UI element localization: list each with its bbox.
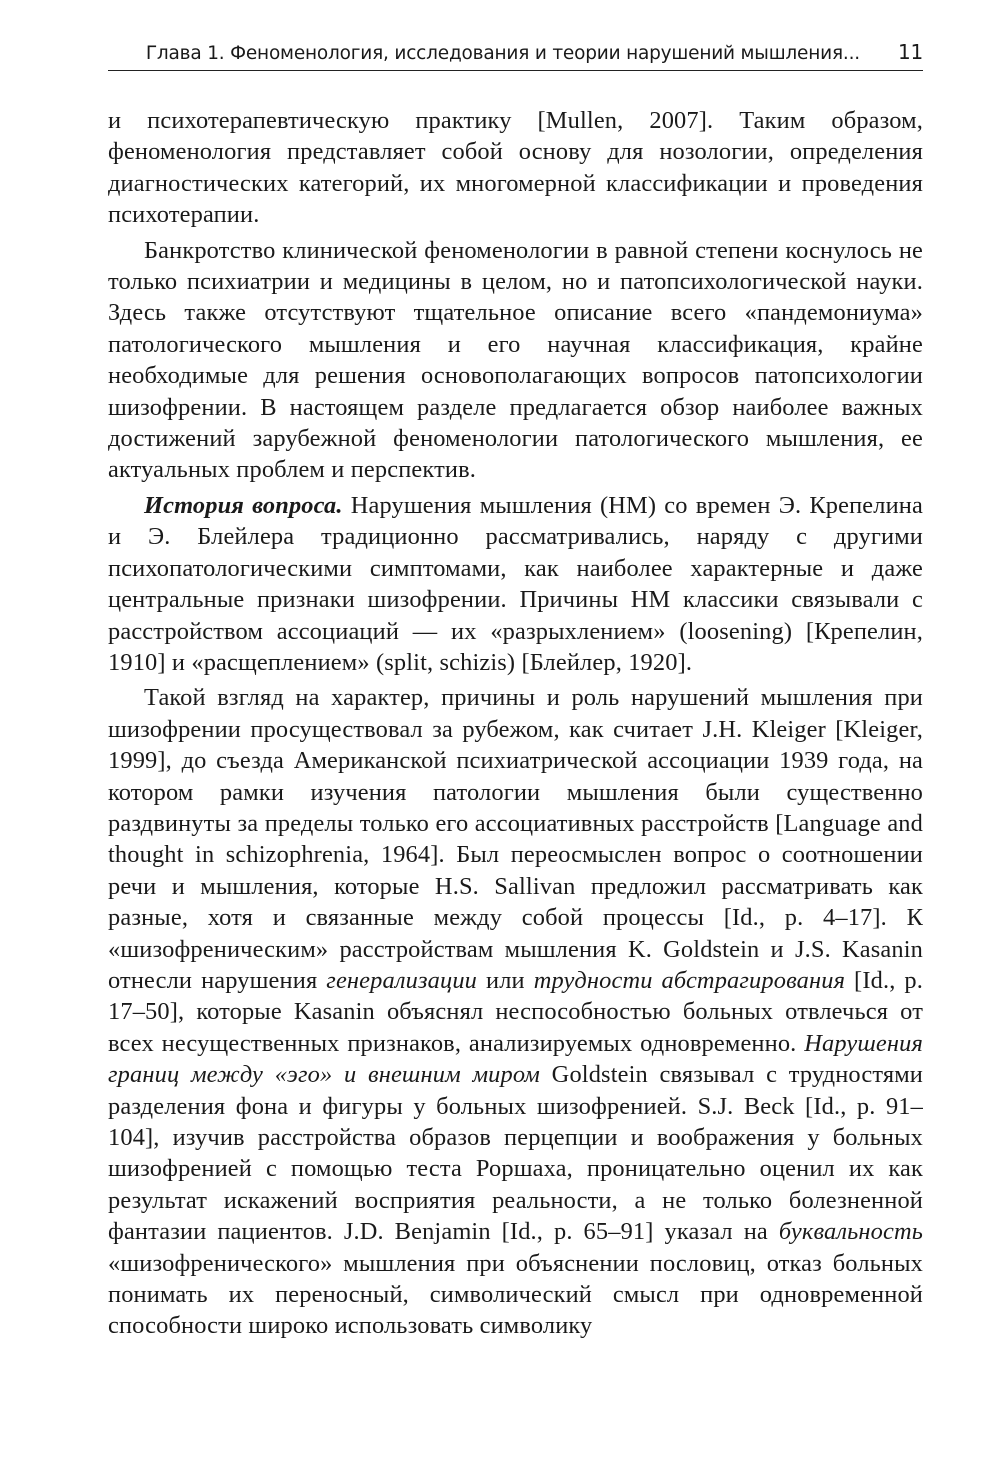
paragraph-1: и психотерапевтическую практику [Mullen, 2007]. Таким образом, феноменология представляет собой основу для нозологии, определения диагностических категорий, их многомерной классификации и проведения психотерапии. [108, 107, 923, 229]
paragraph-3-text: Нарушения мышления (НМ) со времен Э. Крепелина и Э. Блейлера традиционно рассматривались, наряду с другими психопатологическими симптомами, как наиболее характерные и даже центральные признаки шизофрении. Причины НМ классики связывали с расстройством ассоциаций — их «разрыхлением» (loosening) [Крепелин, 1910] и «расщеплением» (split, schizis) [Блейлер, 1920]. [108, 491, 923, 676]
paragraph-4 [108, 682, 923, 1342]
emphasis-abstraction: трудности абстрагирования [533, 966, 846, 994]
running-header [108, 40, 923, 71]
emphasis-ego-boundaries: Нарушения границ между «эго» и внешним миром [108, 1029, 923, 1089]
page-number: 11 [897, 40, 923, 64]
running-title: Глава 1. Феноменология, исследования и теории нарушений мышления... [145, 43, 860, 64]
paragraph-2: Банкротство клинической феноменологии в равной степени коснулось не только психиатрии и медицины в целом, но и патопсихологической науки. Здесь также отсутствуют тщательное описание всего «пандемониума» патологического мышления и его научная классификация, крайне необходимые для решения основополагающих вопросов патопсихологии шизофрении. В настоящем разделе предлагается обзор наиболее важных достижений зарубежной феноменологии патологического мышления, ее актуальных проблем и перспектив. [108, 236, 923, 484]
body-text [108, 105, 923, 1342]
paragraph-4-text-5: «шизофренического» мышления при объяснении пословиц, отказ больных понимать их переносный, символический смысл при одновременной способности широко использовать символику [108, 1249, 923, 1340]
emphasis-literalness: буквальность [778, 1218, 923, 1246]
paragraph-4-text-4: Goldstein связывал с трудностями разделения фона и фигуры у больных шизофренией. S.J. Beck [Id., p. 91–104], изучив расстройства образов перцепции и воображения у больных шизофренией с помощью теста Роршаха, проницательно оценил их как результат искажений восприятия реальности, а не только болезненной фантазии пациентов. J.D. Benjamin [Id., p. 65–91] указал на [108, 1061, 923, 1246]
paragraph-4-text-2: или [477, 966, 534, 994]
section-lead-heading: История вопроса. [144, 491, 343, 519]
paragraph-4-text-3: [Id., p. 17–50], которые Kasanin объяснял неспособностью больных отвлечься от всех несущественных признаков, анализируемых одновременно. [108, 966, 923, 1057]
emphasis-generalization: генерализации [326, 966, 478, 994]
paragraph-3 [108, 490, 923, 678]
paragraph-4-text-1: Такой взгляд на характер, причины и роль нарушений мышления при шизофрении просуществовал за рубежом, как считает J.H. Kleiger [Kleiger, 1999], до съезда Американской психиатрической ассоциации 1939 года, на котором рамки изучения патологии мышления были существенно раздвинуты за пределы только его ассоциативных расстройств [Language and thought in schizophrenia, 1964]. Был переосмыслен вопрос о соотношении речи и мышления, которые H.S. Sallivan предложил рассматривать как разные, хотя и связанные между собой процессы [Id., p. 4–17]. К «шизофреническим» расстройствам мышления K. Goldstein и J.S. Kasanin отнесли нарушения [108, 684, 923, 994]
book-page [108, 40, 923, 1342]
